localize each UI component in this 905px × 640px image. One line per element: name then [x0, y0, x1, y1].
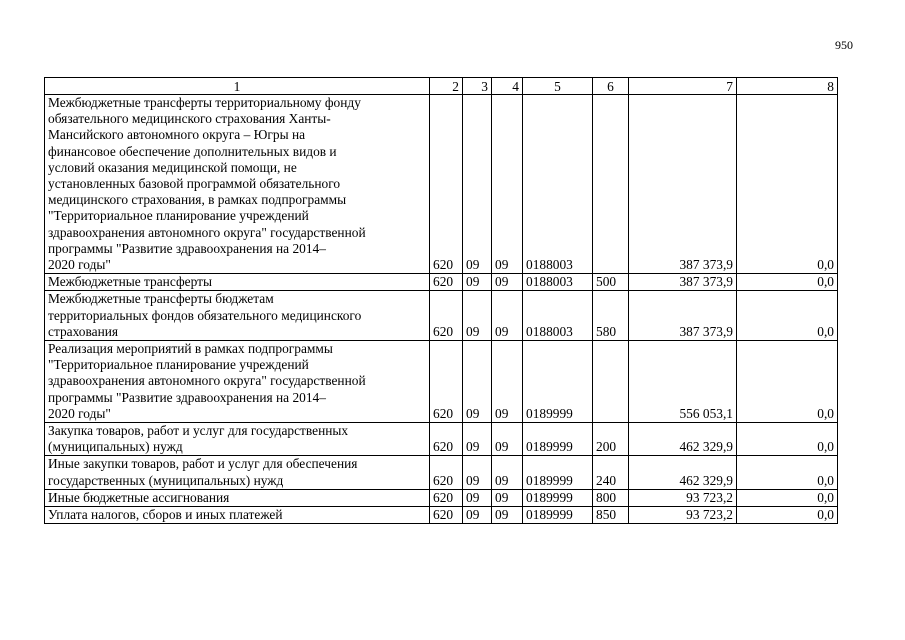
- cell-col-4: 09: [492, 341, 523, 423]
- cell-col-2: 620: [430, 291, 463, 341]
- cell-col-3: 09: [463, 341, 492, 423]
- header-col-1: 1: [45, 78, 430, 95]
- cell-col-3: 09: [463, 95, 492, 274]
- cell-col-4: 09: [492, 423, 523, 456]
- cell-col-2: 620: [430, 489, 463, 506]
- cell-col-3: 09: [463, 489, 492, 506]
- cell-col-8: 0,0: [737, 274, 838, 291]
- cell-col-5: 0189999: [523, 489, 593, 506]
- cell-col-4: 09: [492, 95, 523, 274]
- header-col-3: 3: [463, 78, 492, 95]
- cell-col-7: 556 053,1: [629, 341, 737, 423]
- header-col-8: 8: [737, 78, 838, 95]
- table-row: [45, 507, 838, 524]
- cell-col-7: 93 723,2: [629, 507, 737, 524]
- cell-col-6: 240: [593, 456, 629, 489]
- table-row: [45, 456, 838, 489]
- header-col-6: 6: [593, 78, 629, 95]
- cell-col-8: 0,0: [737, 456, 838, 489]
- cell-col-4: 09: [492, 489, 523, 506]
- cell-col-7: 462 329,9: [629, 423, 737, 456]
- cell-col-3: 09: [463, 456, 492, 489]
- table-row: [45, 423, 838, 456]
- cell-col-2: 620: [430, 274, 463, 291]
- cell-col-4: 09: [492, 291, 523, 341]
- cell-col-3: 09: [463, 274, 492, 291]
- table-row: [45, 291, 838, 341]
- cell-col-6: 800: [593, 489, 629, 506]
- cell-col-8: 0,0: [737, 291, 838, 341]
- cell-col-2: 620: [430, 341, 463, 423]
- table-row: [45, 274, 838, 291]
- cell-col-2: 620: [430, 423, 463, 456]
- cell-col-4: 09: [492, 456, 523, 489]
- cell-col-2: 620: [430, 456, 463, 489]
- cell-col-8: 0,0: [737, 489, 838, 506]
- row-name: Закупка товаров, работ и услуг для государственных (муниципальных) нужд: [45, 423, 430, 456]
- cell-col-8: 0,0: [737, 423, 838, 456]
- cell-col-3: 09: [463, 291, 492, 341]
- cell-col-7: 387 373,9: [629, 274, 737, 291]
- cell-col-4: 09: [492, 507, 523, 524]
- row-name: Реализация мероприятий в рамках подпрограммы "Территориальное планирование учреждений здравоохранения автономного округа" государственной программы "Развитие здравоохранения на 2014– 2020 годы": [45, 341, 430, 423]
- row-name: Иные бюджетные ассигнования: [45, 489, 430, 506]
- cell-col-7: 387 373,9: [629, 95, 737, 274]
- budget-table: [44, 77, 838, 524]
- table-row: [45, 95, 838, 274]
- cell-col-7: 387 373,9: [629, 291, 737, 341]
- cell-col-8: 0,0: [737, 95, 838, 274]
- header-col-2: 2: [430, 78, 463, 95]
- cell-col-5: 0189999: [523, 423, 593, 456]
- row-name: Уплата налогов, сборов и иных платежей: [45, 507, 430, 524]
- cell-col-4: 09: [492, 274, 523, 291]
- cell-col-5: 0189999: [523, 507, 593, 524]
- header-col-4: 4: [492, 78, 523, 95]
- cell-col-2: 620: [430, 95, 463, 274]
- cell-col-5: 0188003: [523, 95, 593, 274]
- header-col-5: 5: [523, 78, 593, 95]
- row-name: Межбюджетные трансферты: [45, 274, 430, 291]
- cell-col-7: 93 723,2: [629, 489, 737, 506]
- row-name: Межбюджетные трансферты территориальному фонду обязательного медицинского страхования Ханты- Мансийского автономного округа – Югры на финансовое обеспечение дополнительных видов и условий оказания медицинской помощи, не установленных базовой программой обязательного медицинского страхования, в рамках подпрограммы "Территориальное планирование учреждений здравоохранения автономного округа" государственной программы "Развитие здравоохранения на 2014– 2020 годы": [45, 95, 430, 274]
- cell-col-6: [593, 341, 629, 423]
- cell-col-8: 0,0: [737, 507, 838, 524]
- cell-col-5: 0188003: [523, 274, 593, 291]
- table-header-row: [45, 78, 838, 95]
- cell-col-6: 580: [593, 291, 629, 341]
- cell-col-3: 09: [463, 507, 492, 524]
- cell-col-6: 850: [593, 507, 629, 524]
- cell-col-8: 0,0: [737, 341, 838, 423]
- cell-col-5: 0188003: [523, 291, 593, 341]
- page-number: 950: [835, 38, 853, 52]
- row-name: Межбюджетные трансферты бюджетам территориальных фондов обязательного медицинского страхования: [45, 291, 430, 341]
- header-col-7: 7: [629, 78, 737, 95]
- row-name: Иные закупки товаров, работ и услуг для обеспечения государственных (муниципальных) нужд: [45, 456, 430, 489]
- table-row: [45, 489, 838, 506]
- cell-col-2: 620: [430, 507, 463, 524]
- cell-col-5: 0189999: [523, 456, 593, 489]
- cell-col-3: 09: [463, 423, 492, 456]
- cell-col-7: 462 329,9: [629, 456, 737, 489]
- cell-col-6: 500: [593, 274, 629, 291]
- cell-col-6: 200: [593, 423, 629, 456]
- cell-col-5: 0189999: [523, 341, 593, 423]
- cell-col-6: [593, 95, 629, 274]
- table-row: [45, 341, 838, 423]
